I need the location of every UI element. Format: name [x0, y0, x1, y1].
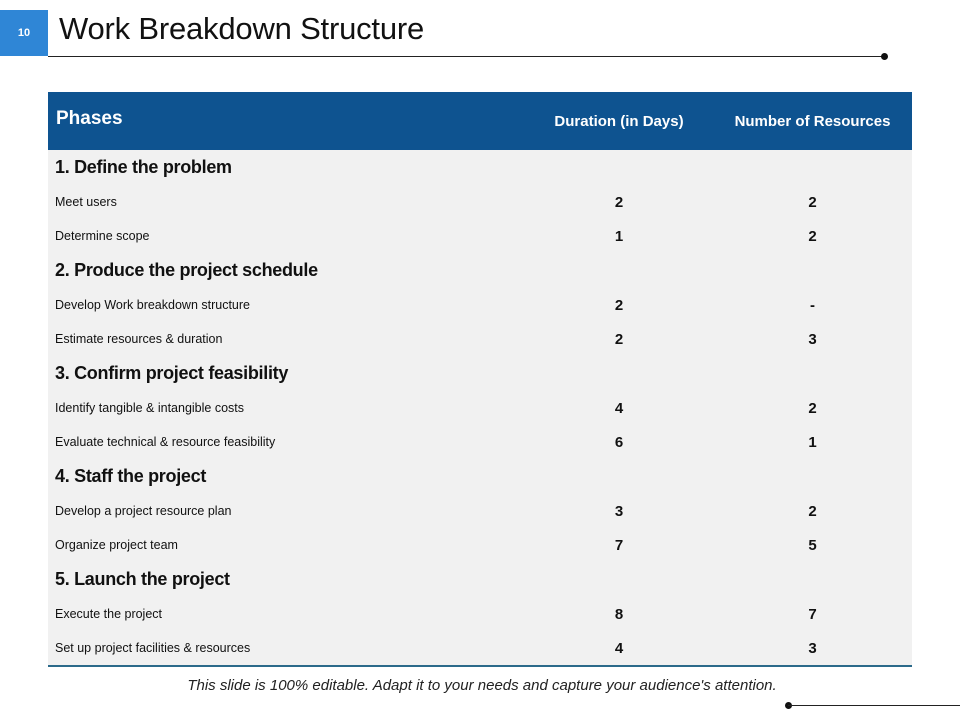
- task-resources: 3: [808, 639, 817, 657]
- task-row: [48, 219, 912, 253]
- task-duration: 3: [614, 502, 624, 520]
- task-duration: 1: [614, 227, 624, 245]
- task-name: Organize project team: [55, 538, 178, 552]
- task-row: [48, 322, 912, 356]
- task-resources: 5: [808, 536, 817, 554]
- phase-row: 1. Define the problem: [55, 157, 232, 177]
- wbs-table: [48, 92, 912, 667]
- footer-note: This slide is 100% editable. Adapt it to your needs and capture your audience's attention.: [187, 677, 777, 694]
- slide-title: Work Breakdown Structure: [59, 11, 425, 46]
- header-resources: Number of Resources: [734, 112, 891, 130]
- footer-divider: [788, 705, 960, 706]
- task-row: [48, 288, 912, 322]
- task-row: [48, 597, 912, 631]
- task-name: Execute the project: [55, 607, 163, 621]
- task-duration: 8: [614, 605, 624, 623]
- task-resources: 2: [808, 227, 817, 245]
- task-name: Identify tangible & intangible costs: [55, 401, 245, 415]
- task-name: Meet users: [55, 195, 117, 209]
- task-row: [48, 425, 912, 459]
- task-row: [48, 631, 912, 665]
- task-resources: 3: [808, 330, 817, 348]
- task-name: Evaluate technical & resource feasibility: [55, 435, 276, 449]
- task-resources: 2: [808, 193, 817, 211]
- title-divider-dot: [881, 53, 888, 60]
- task-duration: 7: [614, 536, 624, 554]
- task-resources: 2: [808, 502, 817, 520]
- task-resources: 7: [808, 605, 817, 623]
- task-duration: 4: [614, 399, 624, 417]
- task-duration: 2: [614, 296, 624, 314]
- task-name: Develop Work breakdown structure: [55, 298, 250, 312]
- task-duration: 2: [614, 330, 624, 348]
- title-divider: [48, 56, 884, 57]
- header-duration: Duration (in Days): [554, 112, 684, 130]
- phase-row: 5. Launch the project: [55, 569, 230, 589]
- task-name: Determine scope: [55, 229, 150, 243]
- task-row: [48, 391, 912, 425]
- phase-row: 4. Staff the project: [55, 466, 207, 486]
- task-name: Develop a project resource plan: [55, 504, 232, 518]
- task-name: Set up project facilities & resources: [55, 641, 251, 655]
- task-name: Estimate resources & duration: [55, 332, 223, 346]
- task-row: [48, 185, 912, 219]
- slide-number-badge: 10: [0, 10, 48, 56]
- task-duration: 2: [614, 193, 624, 211]
- task-row: [48, 494, 912, 528]
- task-resources: 2: [808, 399, 817, 417]
- task-row: [48, 528, 912, 562]
- task-resources: -: [810, 296, 815, 314]
- phase-row: 2. Produce the project schedule: [55, 260, 318, 280]
- phase-row: 3. Confirm project feasibility: [55, 363, 289, 383]
- task-duration: 6: [614, 433, 624, 451]
- header-phases: Phases: [56, 108, 123, 129]
- task-resources: 1: [808, 433, 817, 451]
- task-duration: 4: [614, 639, 624, 657]
- table-header: [48, 92, 912, 150]
